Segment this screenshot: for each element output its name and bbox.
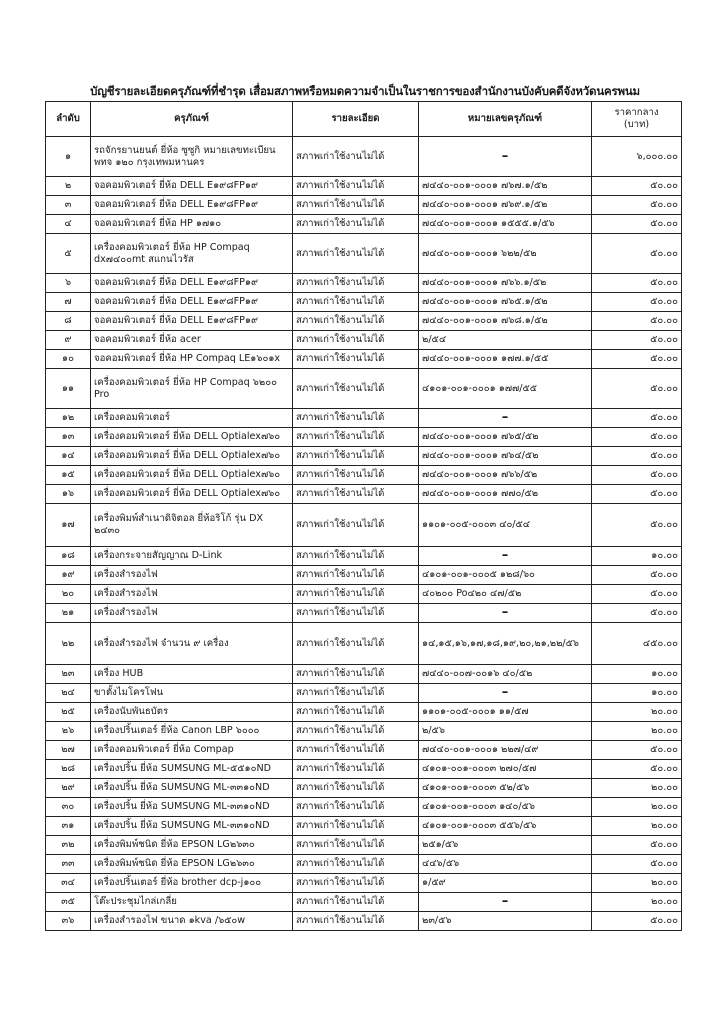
row-detail: สภาพเก่าใช้งานไม่ได้: [293, 215, 419, 234]
row-detail: สภาพเก่าใช้งานไม่ได้: [293, 779, 419, 798]
row-price: ๒๐.๐๐: [592, 874, 682, 893]
row-serial: ๔๔๖/๕๖: [419, 855, 592, 874]
table-row: [46, 912, 682, 931]
row-detail: สภาพเก่าใช้งานไม่ได้: [293, 137, 419, 177]
row-detail: สภาพเก่าใช้งานไม่ได้: [293, 566, 419, 585]
row-detail: สภาพเก่าใช้งานไม่ได้: [293, 684, 419, 703]
row-detail: สภาพเก่าใช้งานไม่ได้: [293, 585, 419, 604]
row-item: เครื่องปริ้นเตอร์ ยี่ห้อ brother dcp-j๑๐๐: [91, 874, 293, 893]
row-detail: สภาพเก่าใช้งานไม่ได้: [293, 874, 419, 893]
row-price: ๕๐.๐๐: [592, 350, 682, 369]
row-price: ๕๐.๐๐: [592, 215, 682, 234]
row-price: ๕๐.๐๐: [592, 855, 682, 874]
row-serial: ๗๔๔๐-๐๐๑-๐๐๐๑ ๒๒๗/๔๙: [419, 741, 592, 760]
row-item: เครื่องพิมพ์สำเนาดิจิตอล ยี่ห้อริโก้ รุ่น DX ๒๔๓๐: [91, 504, 293, 547]
row-price: ๕๐.๐๐: [592, 760, 682, 779]
row-price: ๑๐.๐๐: [592, 684, 682, 703]
table-row: [46, 137, 682, 177]
row-item: เครื่องปริ้น ยี่ห้อ SUMSUNG ML-๓๓๑๐ND: [91, 779, 293, 798]
row-price: ๒๐.๐๐: [592, 893, 682, 912]
row-item: เครื่องสำรองไฟ: [91, 604, 293, 623]
table-row: [46, 585, 682, 604]
row-number: ๓๓: [46, 855, 91, 874]
row-detail: สภาพเก่าใช้งานไม่ได้: [293, 274, 419, 293]
row-number: ๓๔: [46, 874, 91, 893]
row-item: เครื่องคอมพิวเตอร์ ยี่ห้อ Compap: [91, 741, 293, 760]
row-serial: –: [419, 604, 592, 623]
table-row: [46, 798, 682, 817]
row-item: จอคอมพิวเตอร์ ยี่ห้อ HP Compaq LE๑๖๐๑x: [91, 350, 293, 369]
row-number: ๑๔: [46, 447, 91, 466]
row-number: ๑๘: [46, 547, 91, 566]
row-number: ๑๕: [46, 466, 91, 485]
row-price: ๕๐.๐๐: [592, 466, 682, 485]
row-price: ๑๐.๐๐: [592, 547, 682, 566]
row-number: ๒๕: [46, 703, 91, 722]
row-detail: สภาพเก่าใช้งานไม่ได้: [293, 741, 419, 760]
row-number: ๒๒: [46, 623, 91, 665]
row-serial: –: [419, 547, 592, 566]
row-price: ๒๐.๐๐: [592, 703, 682, 722]
row-item: จอคอมพิวเตอร์ ยี่ห้อ acer: [91, 331, 293, 350]
row-price: ๕๐.๐๐: [592, 604, 682, 623]
row-item: เครื่องคอมพิวเตอร์ ยี่ห้อ DELL Optialex๗๖๐: [91, 428, 293, 447]
row-serial: ๗๔๔๐-๐๐๑-๐๐๐๑ ๖๒๒/๕๒: [419, 234, 592, 274]
table-row: [46, 741, 682, 760]
row-price: ๕๐.๐๐: [592, 504, 682, 547]
row-item: เครื่องสำรองไฟ ขนาด ๑kva /๖๕๐w: [91, 912, 293, 931]
row-item: เครื่องคอมพิวเตอร์: [91, 409, 293, 428]
row-item: จอคอมพิวเตอร์ ยี่ห้อ DELL E๑๙๘FP๑๙: [91, 312, 293, 331]
row-number: ๓๕: [46, 893, 91, 912]
row-number: ๒๘: [46, 760, 91, 779]
table-row: [46, 466, 682, 485]
row-price: ๕๐.๐๐: [592, 409, 682, 428]
row-number: ๙: [46, 331, 91, 350]
table-row: [46, 665, 682, 684]
row-price: ๒๐.๐๐: [592, 722, 682, 741]
row-serial: –: [419, 137, 592, 177]
row-number: ๒๖: [46, 722, 91, 741]
row-number: ๖: [46, 274, 91, 293]
row-number: ๑: [46, 137, 91, 177]
row-item: เครื่องคอมพิวเตอร์ ยี่ห้อ HP Compaq ๖๒๐๐ Pro: [91, 369, 293, 409]
table-row: [46, 196, 682, 215]
row-detail: สภาพเก่าใช้งานไม่ได้: [293, 293, 419, 312]
row-number: ๓: [46, 196, 91, 215]
row-serial: ๒/๕๖: [419, 722, 592, 741]
row-detail: สภาพเก่าใช้งานไม่ได้: [293, 369, 419, 409]
row-item: เครื่องนับพันธบัตร: [91, 703, 293, 722]
row-number: ๒๔: [46, 684, 91, 703]
table-row: [46, 855, 682, 874]
row-serial: ๗๔๔๐-๐๐๑-๐๐๐๑ ๑๕๕๕.๑/๕๖: [419, 215, 592, 234]
row-item: ขาตั้งไมโครโฟน: [91, 684, 293, 703]
row-detail: สภาพเก่าใช้งานไม่ได้: [293, 504, 419, 547]
table-row: [46, 409, 682, 428]
row-detail: สภาพเก่าใช้งานไม่ได้: [293, 331, 419, 350]
row-price: ๕๐.๐๐: [592, 836, 682, 855]
row-item: จอคอมพิวเตอร์ ยี่ห้อ DELL E๑๙๘FP๑๙: [91, 177, 293, 196]
row-detail: สภาพเก่าใช้งานไม่ได้: [293, 466, 419, 485]
row-number: ๓๒: [46, 836, 91, 855]
row-detail: สภาพเก่าใช้งานไม่ได้: [293, 547, 419, 566]
row-item: เครื่องสำรองไฟ จำนวน ๙ เครื่อง: [91, 623, 293, 665]
row-serial: ๗๔๔๐-๐๐๑-๐๐๐๑ ๗๖๔/๕๒: [419, 447, 592, 466]
row-number: ๒๑: [46, 604, 91, 623]
row-detail: สภาพเก่าใช้งานไม่ได้: [293, 623, 419, 665]
table-row: [46, 817, 682, 836]
row-price: ๕๐.๐๐: [592, 312, 682, 331]
row-price: ๕๐.๐๐: [592, 274, 682, 293]
table-row: [46, 428, 682, 447]
row-price: ๕๐.๐๐: [592, 293, 682, 312]
row-number: ๒๙: [46, 779, 91, 798]
row-detail: สภาพเก่าใช้งานไม่ได้: [293, 447, 419, 466]
row-serial: ๗๔๔๐-๐๐๑-๐๐๐๑ ๗๖๖/๕๒: [419, 466, 592, 485]
row-detail: สภาพเก่าใช้งานไม่ได้: [293, 760, 419, 779]
table-row: [46, 722, 682, 741]
row-item: เครื่องคอมพิวเตอร์ ยี่ห้อ HP Compaq dx๗๔๐๐mt สแกนไวรัส: [91, 234, 293, 274]
row-number: ๑๓: [46, 428, 91, 447]
row-serial: ๑๑๐๑-๐๐๕-๐๐๐๑ ๑๑/๕๗: [419, 703, 592, 722]
row-item: รถจักรยานยนต์ ยี่ห้อ ซูซูกิ หมายเลขทะเบียน พทจ ๑๒๐ กรุงเทพมหานคร: [91, 137, 293, 177]
row-detail: สภาพเก่าใช้งานไม่ได้: [293, 836, 419, 855]
row-serial: ๗๔๔๐-๐๐๑-๐๐๐๑ ๗๖๙.๑/๕๒: [419, 196, 592, 215]
row-detail: สภาพเก่าใช้งานไม่ได้: [293, 485, 419, 504]
row-price: ๕๐.๐๐: [592, 196, 682, 215]
row-detail: สภาพเก่าใช้งานไม่ได้: [293, 234, 419, 274]
row-serial: ๔๑๐๑-๐๐๑-๐๐๐๓ ๑๔๐/๕๖: [419, 798, 592, 817]
row-serial: ๑/๕๙: [419, 874, 592, 893]
row-detail: สภาพเก่าใช้งานไม่ได้: [293, 428, 419, 447]
row-detail: สภาพเก่าใช้งานไม่ได้: [293, 893, 419, 912]
row-number: ๑๒: [46, 409, 91, 428]
row-item: จอคอมพิวเตอร์ ยี่ห้อ HP ๑๗๑๐: [91, 215, 293, 234]
row-number: ๘: [46, 312, 91, 331]
table-row: [46, 485, 682, 504]
row-item: เครื่องคอมพิวเตอร์ ยี่ห้อ DELL Optialex๗๖๐: [91, 485, 293, 504]
row-item: จอคอมพิวเตอร์ ยี่ห้อ DELL E๑๙๘FP๑๙: [91, 196, 293, 215]
header-no: ลำดับ: [46, 102, 91, 137]
table-row: [46, 623, 682, 665]
table-row: [46, 312, 682, 331]
table-row: [46, 547, 682, 566]
row-item: เครื่องปริ้น ยี่ห้อ SUMSUNG ML-๕๕๑๐ND: [91, 760, 293, 779]
row-price: ๕๐.๐๐: [592, 331, 682, 350]
header-price: [592, 102, 682, 137]
row-price: ๕๐.๐๐: [592, 485, 682, 504]
row-price: ๕๐.๐๐: [592, 177, 682, 196]
row-serial: –: [419, 684, 592, 703]
row-serial: ๗๔๔๐-๐๐๗-๐๐๑๖ ๔๐/๕๒: [419, 665, 592, 684]
row-item: เครื่องปริ้น ยี่ห้อ SUMSUNG ML-๓๓๑๐ND: [91, 798, 293, 817]
row-detail: สภาพเก่าใช้งานไม่ได้: [293, 177, 419, 196]
row-price: ๕๐.๐๐: [592, 566, 682, 585]
header-price-line2: (บาท): [623, 119, 650, 130]
table-header-row: [46, 102, 682, 137]
table-row: [46, 760, 682, 779]
row-serial: ๔๑๐๑-๐๐๑-๐๐๐๓ ๒๗๐/๕๗: [419, 760, 592, 779]
row-serial: ๗๔๔๐-๐๐๑-๐๐๐๑ ๗๖๕/๕๒: [419, 428, 592, 447]
row-number: ๓๖: [46, 912, 91, 931]
row-number: ๑๖: [46, 485, 91, 504]
row-serial: ๒๕๑/๕๖: [419, 836, 592, 855]
row-serial: ๑๑๐๑-๐๐๕-๐๐๐๓ ๔๐/๕๔: [419, 504, 592, 547]
row-serial: ๔๑๐๑-๐๐๑-๐๐๐๑ ๑๗๗/๕๕: [419, 369, 592, 409]
row-item: จอคอมพิวเตอร์ ยี่ห้อ DELL E๑๙๘FP๑๙: [91, 293, 293, 312]
row-number: ๒๐: [46, 585, 91, 604]
table-row: [46, 836, 682, 855]
row-number: ๓๐: [46, 798, 91, 817]
row-serial: ๗๔๔๐-๐๐๑-๐๐๐๑ ๗๖๗.๑/๕๒: [419, 177, 592, 196]
row-number: ๒๗: [46, 741, 91, 760]
document-title: บัญชีรายละเอียดครุภัณฑ์ที่ชำรุด เสื่อมสภาพหรือหมดความจำเป็นในราชการของสำนักงานบังคับคดีจังหวัดนครพนม: [90, 84, 640, 98]
row-detail: สภาพเก่าใช้งานไม่ได้: [293, 703, 419, 722]
row-serial: ๔๑๐๑-๐๐๑-๐๐๐๕ ๑๒๘/๖๐: [419, 566, 592, 585]
row-item: เครื่องสำรองไฟ: [91, 585, 293, 604]
row-detail: สภาพเก่าใช้งานไม่ได้: [293, 604, 419, 623]
row-number: ๔: [46, 215, 91, 234]
row-number: ๒๓: [46, 665, 91, 684]
table-row: [46, 234, 682, 274]
row-price: ๔๕๐.๐๐: [592, 623, 682, 665]
row-item: โต๊ะประชุมไกล่เกลี่ย: [91, 893, 293, 912]
table-row: [46, 447, 682, 466]
table-row: [46, 684, 682, 703]
table-row: [46, 504, 682, 547]
table-row: [46, 293, 682, 312]
table-row: [46, 369, 682, 409]
row-price: ๒๐.๐๐: [592, 798, 682, 817]
row-detail: สภาพเก่าใช้งานไม่ได้: [293, 722, 419, 741]
header-detail: รายละเอียด: [293, 102, 419, 137]
row-detail: สภาพเก่าใช้งานไม่ได้: [293, 912, 419, 931]
row-item: เครื่องคอมพิวเตอร์ ยี่ห้อ DELL Optialex๗๖๐: [91, 466, 293, 485]
row-item: เครื่องปริ้นเตอร์ ยี่ห้อ Canon LBP ๖๐๐๐: [91, 722, 293, 741]
table-row: [46, 566, 682, 585]
table-row: [46, 177, 682, 196]
equipment-table: [45, 101, 682, 931]
row-price: ๖,๐๐๐.๐๐: [592, 137, 682, 177]
row-serial: ๒/๕๔: [419, 331, 592, 350]
row-item: เครื่องคอมพิวเตอร์ ยี่ห้อ DELL Optialex๗๖๐: [91, 447, 293, 466]
row-number: ๑๗: [46, 504, 91, 547]
row-price: ๕๐.๐๐: [592, 369, 682, 409]
row-item: เครื่องปริ้น ยี่ห้อ SUMSUNG ML-๓๓๑๐ND: [91, 817, 293, 836]
table-row: [46, 350, 682, 369]
row-number: ๓๑: [46, 817, 91, 836]
table-row: [46, 604, 682, 623]
row-serial: ๗๔๔๐-๐๐๑-๐๐๐๑ ๗๖๕.๑/๕๒: [419, 293, 592, 312]
row-detail: สภาพเก่าใช้งานไม่ได้: [293, 409, 419, 428]
row-item: จอคอมพิวเตอร์ ยี่ห้อ DELL E๑๙๘FP๑๙: [91, 274, 293, 293]
table-row: [46, 874, 682, 893]
table-row: [46, 779, 682, 798]
row-item: เครื่องสำรองไฟ: [91, 566, 293, 585]
row-detail: สภาพเก่าใช้งานไม่ได้: [293, 798, 419, 817]
row-price: ๕๐.๐๐: [592, 428, 682, 447]
table-row: [46, 331, 682, 350]
header-item: ครุภัณฑ์: [91, 102, 293, 137]
row-serial: ๗๔๔๐-๐๐๑-๐๐๐๑ ๑๗๗.๑/๕๕: [419, 350, 592, 369]
row-detail: สภาพเก่าใช้งานไม่ได้: [293, 665, 419, 684]
row-serial: ๒๓/๕๖: [419, 912, 592, 931]
row-number: ๒: [46, 177, 91, 196]
row-detail: สภาพเก่าใช้งานไม่ได้: [293, 855, 419, 874]
header-price-line1: ราคากลาง: [614, 107, 659, 118]
row-serial: ๔๐๒๐๐ Po๔๒๐ ๔๗/๕๒: [419, 585, 592, 604]
row-serial: –: [419, 893, 592, 912]
row-serial: ๗๔๔๐-๐๐๑-๐๐๐๑ ๗๖๘.๑/๕๒: [419, 312, 592, 331]
row-price: ๕๐.๐๐: [592, 234, 682, 274]
row-price: ๒๐.๐๐: [592, 817, 682, 836]
row-detail: สภาพเก่าใช้งานไม่ได้: [293, 196, 419, 215]
row-item: เครื่องกระจายสัญญาณ D-Link: [91, 547, 293, 566]
table-row: [46, 893, 682, 912]
row-price: ๒๐.๐๐: [592, 779, 682, 798]
row-price: ๕๐.๐๐: [592, 741, 682, 760]
row-serial: ๑๔,๑๕,๑๖,๑๗,๑๘,๑๙,๒๐,๒๑,๒๒/๕๖: [419, 623, 592, 665]
row-number: ๕: [46, 234, 91, 274]
row-serial: ๔๑๐๑-๐๐๑-๐๐๐๓ ๕๒/๕๖: [419, 779, 592, 798]
row-serial: –: [419, 409, 592, 428]
table-row: [46, 274, 682, 293]
header-serial: หมายเลขครุภัณฑ์: [419, 102, 592, 137]
row-number: ๑๑: [46, 369, 91, 409]
row-serial: ๗๔๔๐-๐๐๑-๐๐๐๑ ๗๖๖.๑/๕๒: [419, 274, 592, 293]
row-number: ๗: [46, 293, 91, 312]
row-detail: สภาพเก่าใช้งานไม่ได้: [293, 350, 419, 369]
row-price: ๕๐.๐๐: [592, 912, 682, 931]
row-price: ๕๐.๐๐: [592, 447, 682, 466]
table-row: [46, 215, 682, 234]
row-price: ๕๐.๐๐: [592, 585, 682, 604]
row-item: เครื่อง HUB: [91, 665, 293, 684]
row-detail: สภาพเก่าใช้งานไม่ได้: [293, 312, 419, 331]
table-row: [46, 703, 682, 722]
row-detail: สภาพเก่าใช้งานไม่ได้: [293, 817, 419, 836]
row-serial: ๔๑๐๑-๐๐๑-๐๐๐๓ ๕๕๖/๕๖: [419, 817, 592, 836]
row-number: ๑๙: [46, 566, 91, 585]
row-number: ๑๐: [46, 350, 91, 369]
row-price: ๑๐.๐๐: [592, 665, 682, 684]
row-item: เครื่องพิมพ์ชนิด ยี่ห้อ EPSON LG๒๖๓๐: [91, 855, 293, 874]
row-item: เครื่องพิมพ์ชนิด ยี่ห้อ EPSON LG๒๖๓๐: [91, 836, 293, 855]
row-serial: ๗๔๔๐-๐๐๑-๐๐๐๑ ๗๗๐/๕๒: [419, 485, 592, 504]
